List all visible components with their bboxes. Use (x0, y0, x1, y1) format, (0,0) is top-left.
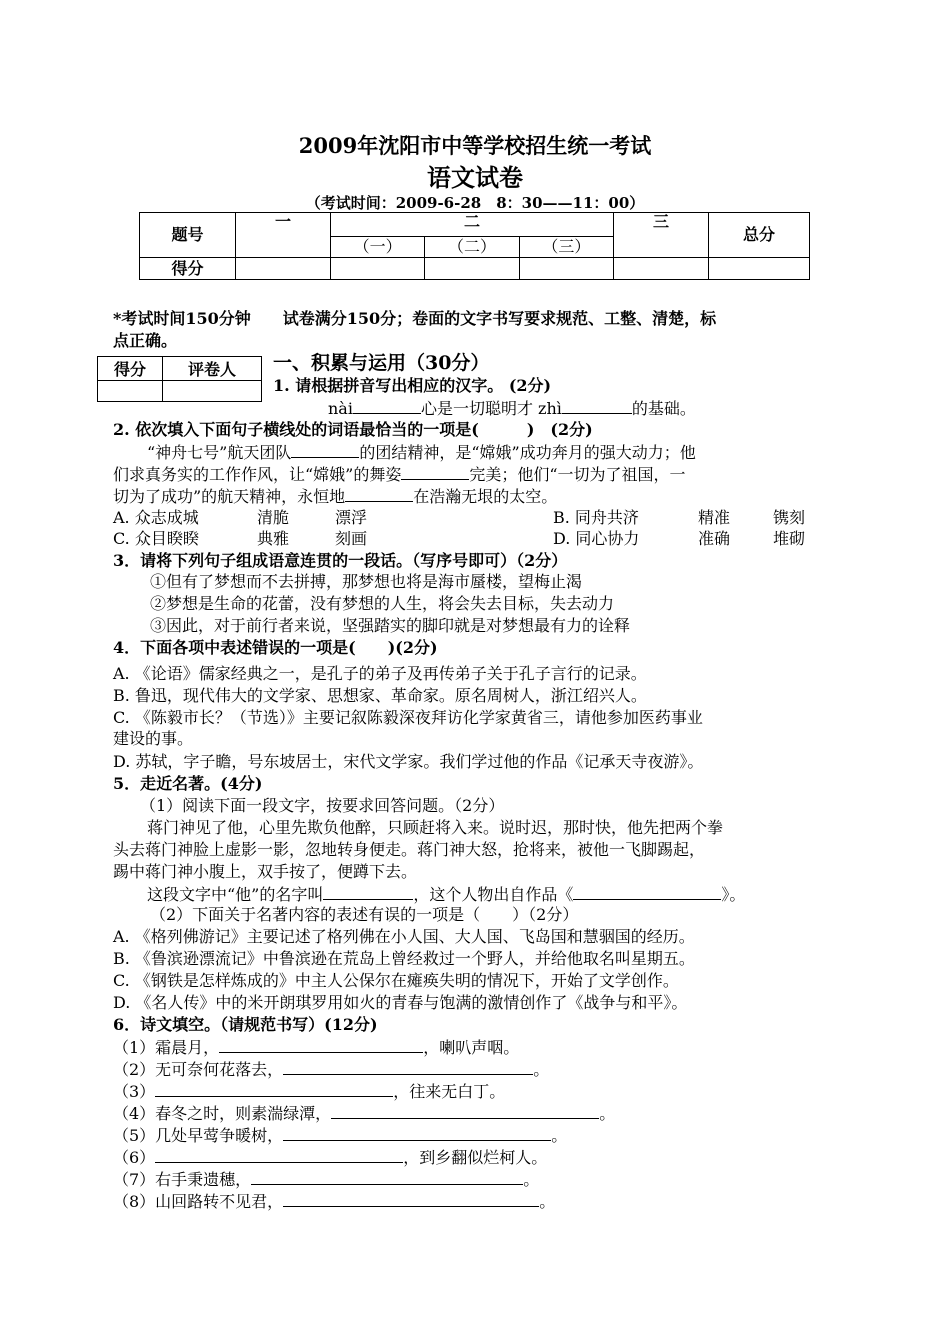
option-label: C. 众目睽睽 (113, 529, 199, 548)
q6-text: ，到乡翻似烂柯人。 (403, 1148, 548, 1167)
score-table-col-total: 总分 (709, 213, 810, 258)
option-word: 典雅 (257, 529, 290, 548)
score-table-sub-3: （三） (519, 237, 613, 258)
q6-line-8 (113, 1190, 555, 1212)
q6-blank-7[interactable] (251, 1168, 523, 1185)
option-word: 镌刻 (773, 508, 806, 527)
q2-option-c[interactable] (113, 528, 368, 549)
q6-blank-3[interactable] (155, 1080, 393, 1097)
section-1-title: 一、积累与运用（30分） (273, 352, 490, 374)
q1-pinyin-1: nài (328, 399, 353, 418)
q4-option-b[interactable]: B. 鲁迅，现代伟大的文学家、思想家、革命家。原名周树人，浙江绍兴人。 (113, 686, 647, 705)
q1-text-mid: 心是一切聪明才 zhì (420, 399, 562, 418)
score-table-defen: 得分 (140, 258, 236, 280)
q6-blank-4[interactable] (331, 1102, 599, 1119)
q6-blank-6[interactable] (155, 1146, 403, 1163)
q2-blank-2[interactable] (401, 463, 469, 480)
q6-text: 。 (599, 1104, 616, 1123)
exam-subtitle: 语文试卷 (427, 163, 523, 192)
score-table-tihao: 题号 (140, 213, 236, 258)
q6-blank-2[interactable] (283, 1058, 533, 1075)
q6-text: 。 (523, 1170, 540, 1189)
q6-blank-8[interactable] (283, 1190, 539, 1207)
q2-line-1 (147, 441, 696, 463)
q3-stem: 3．请将下列句子组成语意连贯的一段话。（写序号即可）（2分） (113, 551, 568, 570)
option-label: D. 同心协力 (553, 529, 640, 548)
q6-line-2 (113, 1058, 549, 1080)
q5-option-d[interactable]: D. 《名人传》中的米开朗琪罗用如火的青春与饱满的激情创作了《战争与和平》。 (113, 993, 688, 1012)
q5-para-2: 头去蒋门神脸上虚影一影，忽地转身便走。蒋门神大怒，抢将来，被他一飞脚踢起， (113, 840, 706, 859)
q5-option-c[interactable]: C. 《钢铁是怎样炼成的》中主人公保尔在瘫痪失明的情况下，开始了文学创作。 (113, 971, 679, 990)
q6-stem: 6．诗文填空。（请规范书写）(12分) (113, 1015, 378, 1034)
grader-score-label: 得分 (98, 357, 163, 381)
q2-option-a[interactable] (113, 507, 368, 528)
q1-stem: 1. 请根据拼音写出相应的汉字。 (2分) (273, 376, 552, 395)
score-table (139, 212, 810, 280)
q5-ask-text: 》。 (721, 885, 746, 904)
exam-title: 2009年沈阳市中等学校招生统一考试 (298, 133, 652, 158)
score-cell[interactable] (425, 258, 519, 280)
grader-name-cell[interactable] (163, 381, 262, 402)
q5-ask-text: ，这个人物出自作品《 (413, 885, 574, 904)
option-word: 堆砌 (773, 529, 806, 548)
score-cell[interactable] (236, 258, 331, 280)
q2-blank-3[interactable] (345, 485, 413, 502)
q6-text: （6） (113, 1148, 156, 1167)
q4-stem: 4．下面各项中表述错误的一项是( )(2分) (113, 638, 438, 657)
score-cell[interactable] (614, 258, 709, 280)
q2-text: 切为了成功”的航天精神，永恒地 (113, 487, 346, 506)
q2-text: 完美；他们“一切为了祖国，一 (469, 465, 686, 484)
grader-name-label: 评卷人 (163, 357, 262, 381)
score-table-sub-2: （二） (425, 237, 519, 258)
q1-blank-2[interactable] (562, 397, 632, 414)
instructions-line-1: *考试时间150分钟 试卷满分150分；卷面的文字书写要求规范、工整、清楚，标 (113, 309, 717, 328)
q6-text: ，往来无白丁。 (393, 1082, 506, 1101)
score-cell[interactable] (331, 258, 425, 280)
q2-line-2 (113, 463, 686, 485)
q6-line-5 (113, 1124, 567, 1146)
option-word: 精准 (698, 508, 731, 527)
score-cell[interactable] (709, 258, 810, 280)
q6-line-4 (113, 1102, 615, 1124)
option-word: 刻画 (335, 529, 368, 548)
q6-line-6 (113, 1146, 547, 1168)
option-label: B. 同舟共济 (553, 508, 639, 527)
q5-sub-2: （2）下面关于名著内容的表述有误的一项是（ ）（2分） (150, 905, 579, 924)
q2-stem: 2. 依次填入下面句子横线处的词语最恰当的一项是( ) (2分) (113, 420, 593, 439)
q4-option-c-cont: 建设的事。 (113, 729, 194, 748)
q5-name-blank[interactable] (323, 883, 413, 900)
q5-option-b[interactable]: B. 《鲁滨逊漂流记》中鲁滨逊在荒岛上曾经救过一个野人，并给他取名叫星期五。 (113, 949, 695, 968)
score-table-col-1: 一 (236, 213, 331, 258)
q3-sentence-3: ③因此，对于前行者来说，坚强踏实的脚印就是对梦想最有力的诠释 (150, 616, 631, 635)
q3-sentence-1: ①但有了梦想而不去拼搏，那梦想也将是海市蜃楼，望梅止渴 (150, 572, 583, 591)
q6-text: （7）右手秉遗穗， (113, 1170, 252, 1189)
option-word: 漂浮 (335, 508, 368, 527)
q2-blank-1[interactable] (291, 441, 359, 458)
q2-text: 的团结精神，是“嫦娥”成功奔月的强大动力；他 (359, 443, 696, 462)
q6-text: ，喇叭声咽。 (423, 1038, 520, 1057)
score-table-col-2: 二 (331, 213, 614, 237)
q5-stem: 5．走近名著。(4分) (113, 774, 263, 793)
score-table-sub-1: （一） (331, 237, 425, 258)
option-word: 准确 (698, 529, 731, 548)
q6-text: 。 (539, 1192, 556, 1211)
q5-option-a[interactable]: A. 《格列佛游记》主要记述了格列佛在小人国、大人国、飞岛国和慧骃国的经历。 (113, 927, 695, 946)
option-word: 清脆 (257, 508, 290, 527)
q2-option-d[interactable] (553, 528, 806, 549)
q6-text: 。 (533, 1060, 550, 1079)
q4-option-d[interactable]: D. 苏轼，字子瞻，号东坡居士，宋代文学家。我们学过他的作品《记承天寺夜游》。 (113, 752, 704, 771)
q6-line-1 (113, 1036, 519, 1058)
q6-text: （8）山回路转不见君， (113, 1192, 284, 1211)
q5-book-blank[interactable] (573, 883, 721, 900)
q2-option-b[interactable] (553, 507, 806, 528)
q5-para-1: 蒋门神见了他，心里先欺负他醉，只顾赶将入来。说时迟，那时快，他先把两个拳 (147, 818, 724, 837)
q6-line-7 (113, 1168, 539, 1190)
q2-text: 们求真务实的工作作风，让“嫦娥”的舞姿 (113, 465, 402, 484)
grader-score-cell[interactable] (98, 381, 163, 402)
q6-text: （1）霜晨月， (113, 1038, 220, 1057)
q6-line-3 (113, 1080, 505, 1102)
q5-ask-text: 这段文字中“他”的名字叫 (147, 885, 324, 904)
q2-text: 在浩瀚无垠的太空。 (413, 487, 558, 506)
q4-option-c[interactable]: C. 《陈毅市长？（节选）》主要记叙陈毅深夜拜访化学家黄省三，请他参加医药事业 (113, 708, 703, 727)
grader-table (97, 356, 262, 402)
option-label: A. 众志成城 (113, 508, 199, 527)
q6-text: 。 (551, 1126, 568, 1145)
q1-body (328, 397, 696, 419)
q2-text: “神舟七号”航天团队 (147, 443, 292, 462)
q1-text-end: 的基础。 (631, 399, 696, 418)
q6-blank-5[interactable] (283, 1124, 551, 1141)
q6-blank-1[interactable] (219, 1036, 423, 1053)
q5-sub-1: （1）阅读下面一段文字，按要求回答问题。（2分） (140, 796, 505, 815)
q1-blank-1[interactable] (353, 397, 421, 414)
q3-sentence-2: ②梦想是生命的花蕾，没有梦想的人生，将会失去目标，失去动力 (150, 594, 615, 613)
q6-text: （5）几处早莺争暖树， (113, 1126, 284, 1145)
q2-line-3 (113, 485, 557, 507)
score-table-col-3: 三 (614, 213, 709, 258)
q6-text: （4）春冬之时，则素湍绿潭， (113, 1104, 332, 1123)
score-cell[interactable] (519, 258, 613, 280)
q5-ask (147, 883, 745, 905)
q4-option-a[interactable]: A. 《论语》儒家经典之一，是孔子的弟子及再传弟子关于孔子言行的记录。 (113, 664, 647, 683)
instructions-line-2: 点正确。 (113, 331, 178, 350)
exam-time: （考试时间：2009-6-28 8：30——11：00） (305, 194, 645, 212)
q6-text: （2）无可奈何花落去， (113, 1060, 284, 1079)
q6-text: （3） (113, 1082, 156, 1101)
q5-para-3: 踢中蒋门神小腹上，双手按了，便蹲下去。 (113, 862, 418, 881)
